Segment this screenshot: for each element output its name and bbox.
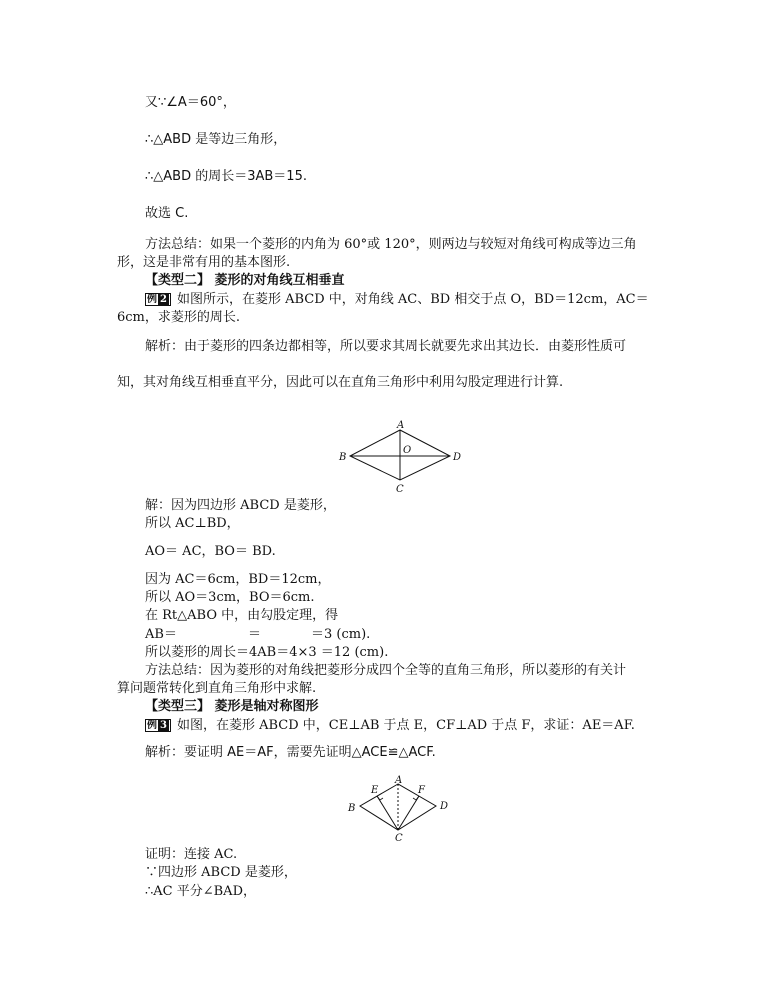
label-a: A <box>397 420 405 431</box>
analysis-line: 解析：由于菱形的四条边都相等，所以要求其周长就要先求出其边长．由菱形性质可 <box>145 339 627 354</box>
label-e: E <box>371 785 379 796</box>
analysis-line: 知，其对角线互相垂直平分，因此可以在直角三角形中利用勾股定理进行计算. <box>117 375 564 390</box>
equation-ab-start: AB＝ <box>145 627 177 642</box>
method-summary: 方法总结：因为菱形的对角线把菱形分成四个全等的直角三角形，所以菱形的有关计 <box>145 663 627 678</box>
example-badge: 例 2 <box>145 293 171 306</box>
text-line: 所以 AO＝3cm，BO＝6cm. <box>145 590 315 605</box>
label-b: B <box>339 452 347 463</box>
segment-ce <box>377 796 398 830</box>
section-heading: 【类型三】 菱形是轴对称图形 <box>145 699 319 714</box>
method-summary: 方法总结：如果一个菱形的内角为 60°或 120°，则两边与较短对角线可构成等边三角 <box>145 237 637 252</box>
label-d: D <box>453 452 462 463</box>
example-2-text: 如图所示，在菱形 ABCD 中，对角线 AC、BD 相交于点 O，BD＝12cm，AC＝ <box>176 292 649 307</box>
label-o: O <box>403 445 412 456</box>
label-b: B <box>348 803 356 814</box>
text-line: 6cm，求菱形的周长. <box>117 310 241 325</box>
text-line: ∴△ABD 是等边三角形， <box>145 132 287 147</box>
text-line: 算问题常转化到直角三角形中求解. <box>117 681 317 696</box>
label-f: F <box>418 785 425 796</box>
text-line: 证明：连接 AC. <box>145 847 238 862</box>
example-2-line <box>145 291 649 309</box>
text-line: ∴△ABD 的周长＝3AB＝15. <box>145 169 307 184</box>
label-a: A <box>395 775 403 786</box>
text-line: 所以 AC⊥BD， <box>145 516 240 531</box>
label-c: C <box>396 484 404 495</box>
example-3-text: 如图，在菱形 ABCD 中，CE⊥AB 于点 E，CF⊥AD 于点 F，求证：AE＝AF. <box>176 718 635 733</box>
equation-ab-mid: ＝ <box>248 627 262 642</box>
text-line: 故选 C. <box>145 206 189 221</box>
section-heading: 【类型二】 菱形的对角线互相垂直 <box>145 273 345 288</box>
equation-ab-end: ＝3 (cm). <box>311 627 371 642</box>
text-line: 在 Rt△ABO 中，由勾股定理，得 <box>145 608 339 623</box>
rhombus-figure-2 <box>340 774 460 844</box>
text-line: 解：因为四边形 ABCD 是菱形， <box>145 498 336 513</box>
example-3-line <box>145 717 635 735</box>
text-line: 所以菱形的周长＝4AB＝4×3 ＝12 (cm). <box>145 645 389 660</box>
text-line: AO＝ AC，BO＝ BD. <box>145 544 276 559</box>
label-c: C <box>395 833 403 844</box>
analysis-line: 解析：要证明 AE＝AF，需要先证明△ACE≌△ACF. <box>145 745 436 760</box>
segment-cf <box>398 796 419 830</box>
label-d: D <box>440 801 449 812</box>
text-line: 因为 AC＝6cm，BD＝12cm， <box>145 572 331 587</box>
text-line: ∵四边形 ABCD 是菱形， <box>145 865 297 880</box>
text-line: 形，这是非常有用的基本图形. <box>117 255 291 270</box>
text-line: ∴AC 平分∠BAD， <box>145 884 256 899</box>
example-badge: 例 3 <box>145 719 171 732</box>
text-line: 又∵∠A＝60°， <box>145 95 236 110</box>
rhombus-figure-1 <box>330 418 470 498</box>
